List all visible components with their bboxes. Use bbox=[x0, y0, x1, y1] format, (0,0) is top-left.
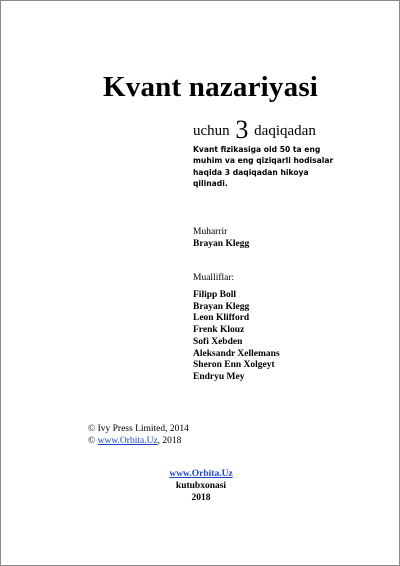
library-footer bbox=[101, 468, 301, 504]
footer-library-label: kutubxonasi bbox=[175, 481, 227, 491]
description-line: Kvant fizikasiga oid 50 ta eng bbox=[193, 145, 321, 154]
description-line: muhim va eng qiziqarli hodisalar bbox=[193, 156, 334, 166]
footer-year: 2018 bbox=[191, 493, 211, 503]
copyright-symbol: © bbox=[88, 436, 96, 446]
subtitle-prefix: uchun bbox=[193, 123, 230, 139]
author-name: Endryu Mey bbox=[193, 371, 245, 382]
author-name: Brayan Klegg bbox=[193, 301, 250, 312]
copyright-line-orbita bbox=[88, 435, 189, 447]
description-line: haqida 3 daqiqadan hikoya bbox=[193, 167, 309, 177]
orbita-link[interactable]: www.Orbita.Uz bbox=[97, 436, 158, 446]
author-name: Filipp Boll bbox=[193, 290, 237, 300]
book-title: Kvant nazariyasi bbox=[103, 71, 319, 103]
book-description bbox=[193, 144, 383, 190]
footer-orbita-link[interactable]: www.Orbita.Uz bbox=[169, 469, 233, 479]
editor-name: Brayan Klegg bbox=[193, 239, 250, 249]
author-name: Sofi Xebden bbox=[193, 336, 243, 347]
subtitle-number: 3 bbox=[235, 115, 249, 144]
copyright-year: , 2018 bbox=[157, 436, 182, 446]
description-line: qilinadi. bbox=[193, 179, 228, 189]
copyright-line-publisher: © Ivy Press Limited, 2014 bbox=[88, 424, 189, 434]
author-name: Frenk Klouz bbox=[193, 325, 245, 336]
authors-label: Mualliflar: bbox=[193, 273, 235, 283]
subtitle-suffix: daqiqadan bbox=[254, 123, 316, 139]
authors-list bbox=[193, 290, 280, 384]
author-name: Aleksandr Xellemans bbox=[193, 348, 280, 359]
author-name: Sheron Enn Xolgeyt bbox=[193, 360, 275, 371]
book-subtitle bbox=[193, 115, 316, 145]
editor-label: Muharrir bbox=[193, 227, 228, 237]
author-name: Leon Klifford bbox=[193, 313, 250, 324]
copyright-block bbox=[88, 423, 189, 447]
